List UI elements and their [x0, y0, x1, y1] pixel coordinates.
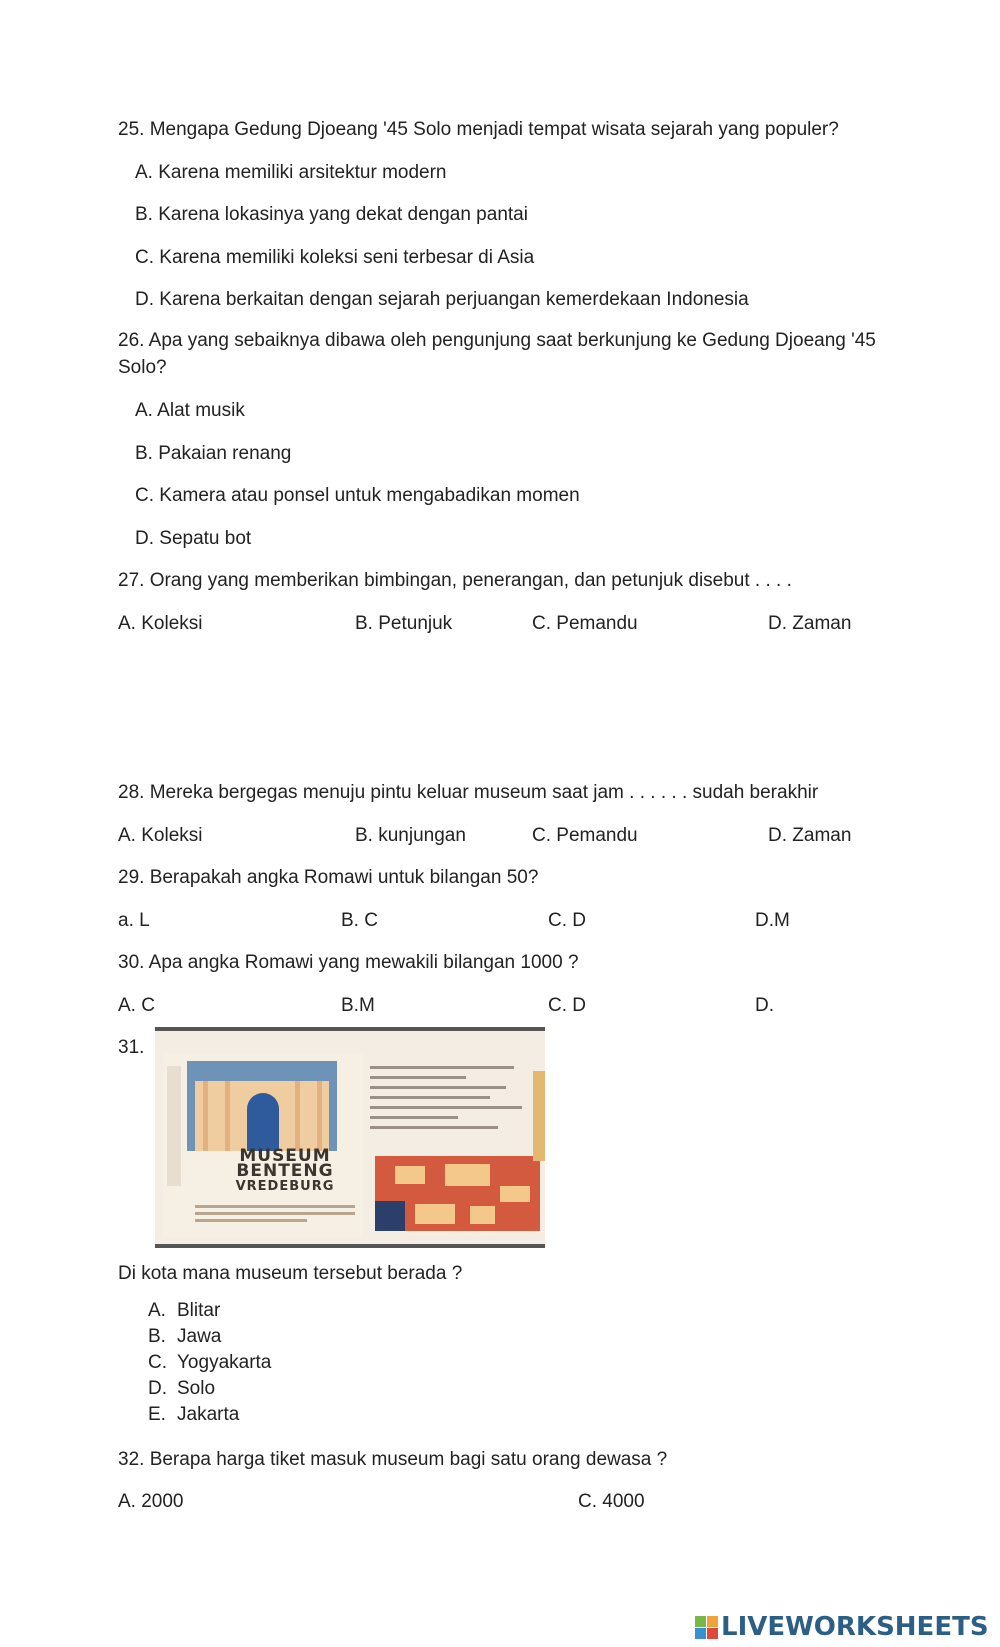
logo-square-icon [695, 1628, 706, 1639]
q27-option-b[interactable]: B. Petunjuk [355, 613, 453, 634]
q31-option-b[interactable]: Jawa [177, 1326, 222, 1347]
poster-edge-decoration [533, 1071, 545, 1161]
q28-option-d[interactable]: D. Zaman [768, 825, 852, 846]
logo-square-icon [707, 1628, 718, 1639]
q25-option-b[interactable]: B. Karena lokasinya yang dekat dengan pantai [135, 204, 528, 225]
liveworksheets-logo-text: LIVEWORKSHEETS [721, 1612, 989, 1642]
q25-option-a[interactable]: A. Karena memiliki arsitektur modern [135, 162, 447, 183]
poster-title-line1: MUSEUM [239, 1146, 331, 1166]
q32-question: 32. Berapa harga tiket masuk museum bagi satu orang dewasa ? [118, 1449, 668, 1470]
q29-question: 29. Berapakah angka Romawi untuk bilangan 50? [118, 867, 539, 888]
poster-map-illustration [375, 1156, 540, 1231]
liveworksheets-logo-icon [695, 1616, 718, 1639]
logo-square-icon [695, 1616, 706, 1627]
q29-option-b[interactable]: B. C [341, 910, 378, 931]
q30-question: 30. Apa angka Romawi yang mewakili bilangan 1000 ? [118, 952, 579, 973]
q29-option-c[interactable]: C. D [548, 910, 586, 931]
q32-option-c[interactable]: C. 4000 [578, 1491, 645, 1512]
liveworksheets-logo [695, 1612, 989, 1642]
q31-option-e[interactable]: Jakarta [177, 1404, 240, 1425]
q26-option-a[interactable]: A. Alat musik [135, 400, 245, 421]
q27-option-d[interactable]: D. Zaman [768, 613, 852, 634]
q28-option-a[interactable]: A. Koleksi [118, 825, 203, 846]
q31-question: Di kota mana museum tersebut berada ? [118, 1263, 463, 1284]
poster-pillar [317, 1081, 322, 1151]
q26-option-b[interactable]: B. Pakaian renang [135, 443, 292, 464]
q27-option-c[interactable]: C. Pemandu [532, 613, 638, 634]
q31-option-a[interactable]: Blitar [177, 1300, 221, 1321]
poster-door [247, 1093, 279, 1151]
q31-option-b-letter: B. [148, 1326, 166, 1347]
q31-option-c-letter: C. [148, 1352, 167, 1373]
q28-question: 28. Mereka bergegas menuju pintu keluar museum saat jam . . . . . . sudah berakhir [118, 782, 819, 803]
q25-question: 25. Mengapa Gedung Djoeang '45 Solo menjadi tempat wisata sejarah yang populer? [118, 119, 839, 140]
poster-title-line2: BENTENG [236, 1161, 334, 1181]
q32-option-a[interactable]: A. 2000 [118, 1491, 184, 1512]
poster-pillar [225, 1081, 230, 1151]
q29-option-a[interactable]: a. L [118, 910, 150, 931]
q31-option-c[interactable]: Yogyakarta [177, 1352, 272, 1373]
poster-sidebar-strip [167, 1066, 181, 1186]
q30-option-b[interactable]: B.M [341, 995, 375, 1016]
q25-option-d[interactable]: D. Karena berkaitan dengan sejarah perjuangan kemerdekaan Indonesia [135, 289, 749, 310]
q27-option-a[interactable]: A. Koleksi [118, 613, 203, 634]
q26-option-c[interactable]: C. Kamera atau ponsel untuk mengabadikan momen [135, 485, 580, 506]
q27-question: 27. Orang yang memberikan bimbingan, penerangan, dan petunjuk disebut . . . . [118, 570, 792, 591]
poster-title [205, 1146, 365, 1194]
q31-option-a-letter: A. [148, 1300, 166, 1321]
q28-option-c[interactable]: C. Pemandu [532, 825, 638, 846]
q30-option-d[interactable]: D. [755, 995, 774, 1016]
poster-info-lines [370, 1059, 530, 1159]
q30-option-a[interactable]: A. C [118, 995, 155, 1016]
museum-poster-image [155, 1027, 545, 1248]
q31-number: 31. [118, 1037, 145, 1058]
q29-option-d[interactable]: D.M [755, 910, 790, 931]
q26-option-d[interactable]: D. Sepatu bot [135, 528, 252, 549]
logo-square-icon [707, 1616, 718, 1627]
poster-pillar [295, 1081, 300, 1151]
q25-option-c[interactable]: C. Karena memiliki koleksi seni terbesar di Asia [135, 247, 535, 268]
poster-title-line3: VREDEBURG [235, 1179, 335, 1194]
q26-question: 26. Apa yang sebaiknya dibawa oleh pengunjung saat berkunjung ke Gedung Djoeang '45 Solo? [118, 330, 876, 378]
q31-option-e-letter: E. [148, 1404, 166, 1425]
poster-description-lines [195, 1201, 355, 1229]
q30-option-c[interactable]: C. D [548, 995, 586, 1016]
q31-option-d-letter: D. [148, 1378, 167, 1399]
poster-pillar [203, 1081, 208, 1151]
q31-option-d[interactable]: Solo [177, 1378, 216, 1399]
q28-option-b[interactable]: B. kunjungan [355, 825, 466, 846]
